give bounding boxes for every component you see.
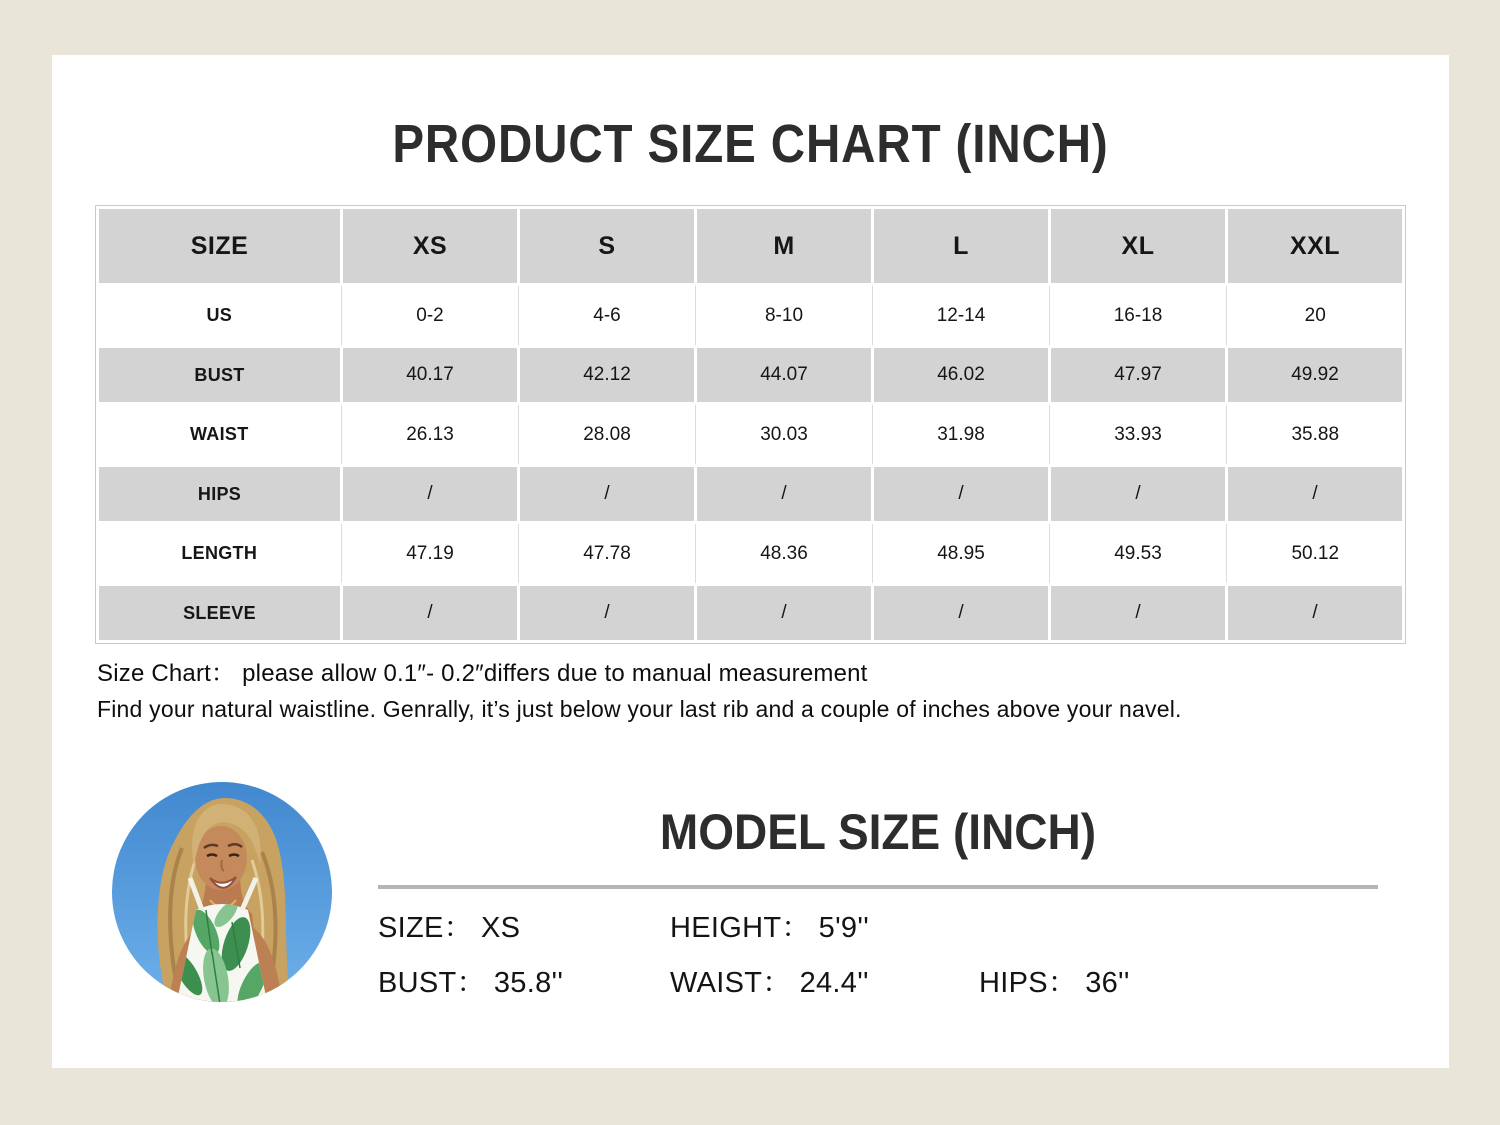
row-label: US <box>98 285 342 347</box>
table-cell: / <box>1227 585 1404 642</box>
row-label: SLEEVE <box>98 585 342 642</box>
measure-label: HIPS <box>979 967 1048 999</box>
model-measure-hips <box>979 960 1130 1001</box>
table-cell: / <box>1227 466 1404 523</box>
table-cell: 33.93 <box>1050 404 1227 466</box>
measure-value: XS <box>480 912 521 944</box>
table-cell: / <box>342 585 519 642</box>
table-cell: 50.12 <box>1227 523 1404 585</box>
measure-separator: ： <box>1047 967 1078 999</box>
measure-label: HEIGHT <box>670 912 782 944</box>
table-header-row <box>98 208 1404 285</box>
row-label: HIPS <box>98 466 342 523</box>
model-measure-waist <box>670 960 869 1001</box>
table-cell: / <box>1050 585 1227 642</box>
measure-separator: ： <box>443 912 473 944</box>
table-cell: / <box>519 585 696 642</box>
table-row-us <box>98 285 1404 347</box>
table-cell: 49.53 <box>1050 523 1227 585</box>
column-header-size: SIZE <box>98 208 342 285</box>
row-label: WAIST <box>98 404 342 466</box>
model-measure-size <box>378 905 520 946</box>
table-cell: 35.88 <box>1227 404 1404 466</box>
table-cell: / <box>342 466 519 523</box>
size-chart-note-tolerance: Size Chart： please allow 0.1″- 0.2″differs due to manual measurement <box>97 660 868 687</box>
model-measure-bust <box>378 960 563 1001</box>
model-section-divider <box>378 885 1378 889</box>
column-header-l: L <box>873 208 1050 285</box>
column-header-xxl: XXL <box>1227 208 1404 285</box>
column-header-xl: XL <box>1050 208 1227 285</box>
table-cell: 47.19 <box>342 523 519 585</box>
table-cell: 12-14 <box>873 285 1050 347</box>
table-row-length <box>98 523 1404 585</box>
table-cell: / <box>1050 466 1227 523</box>
table-cell: 8-10 <box>696 285 873 347</box>
model-photo <box>112 782 332 1002</box>
column-header-s: S <box>519 208 696 285</box>
table-cell: 47.78 <box>519 523 696 585</box>
model-size-title: MODEL SIZE (INCH) <box>659 804 1097 860</box>
measure-value: 5'9'' <box>818 912 870 944</box>
table-cell: / <box>696 466 873 523</box>
measure-label: BUST <box>378 967 457 999</box>
table-cell: 16-18 <box>1050 285 1227 347</box>
size-chart-card <box>52 55 1449 1068</box>
table-row-waist <box>98 404 1404 466</box>
row-label: BUST <box>98 347 342 404</box>
measure-separator: ： <box>456 967 486 999</box>
size-chart-table-wrapper <box>95 205 1406 644</box>
table-cell: 28.08 <box>519 404 696 466</box>
table-row-hips <box>98 466 1404 523</box>
table-cell: 48.95 <box>873 523 1050 585</box>
measure-value: 36'' <box>1085 967 1130 999</box>
table-row-bust <box>98 347 1404 404</box>
measure-value: 35.8'' <box>493 967 564 999</box>
size-chart-table <box>96 206 1405 643</box>
size-chart-note-waistline: Find your natural waistline. Genrally, it’s just below your last rib and a couple of inches above your navel. <box>97 696 1182 722</box>
column-header-xs: XS <box>342 208 519 285</box>
table-cell: 30.03 <box>696 404 873 466</box>
table-cell: / <box>519 466 696 523</box>
table-cell: / <box>873 585 1050 642</box>
table-cell: 42.12 <box>519 347 696 404</box>
measure-separator: ： <box>762 967 792 999</box>
measure-value: 24.4'' <box>799 967 869 999</box>
table-cell: 4-6 <box>519 285 696 347</box>
table-cell: 20 <box>1227 285 1404 347</box>
table-cell: 47.97 <box>1050 347 1227 404</box>
woman-portrait-image <box>112 782 332 1002</box>
table-cell: 46.02 <box>873 347 1050 404</box>
model-measure-height <box>670 905 869 946</box>
table-cell: 0-2 <box>342 285 519 347</box>
table-row-sleeve <box>98 585 1404 642</box>
table-cell: / <box>873 466 1050 523</box>
measure-label: SIZE <box>378 912 444 944</box>
table-cell: 26.13 <box>342 404 519 466</box>
table-cell: 49.92 <box>1227 347 1404 404</box>
row-label: LENGTH <box>98 523 342 585</box>
measure-separator: ： <box>781 912 811 944</box>
table-cell: 40.17 <box>342 347 519 404</box>
table-cell: 44.07 <box>696 347 873 404</box>
page-title: PRODUCT SIZE CHART (INCH) <box>392 114 1109 174</box>
table-cell: / <box>696 585 873 642</box>
column-header-m: M <box>696 208 873 285</box>
table-cell: 48.36 <box>696 523 873 585</box>
table-cell: 31.98 <box>873 404 1050 466</box>
measure-label: WAIST <box>670 967 763 999</box>
